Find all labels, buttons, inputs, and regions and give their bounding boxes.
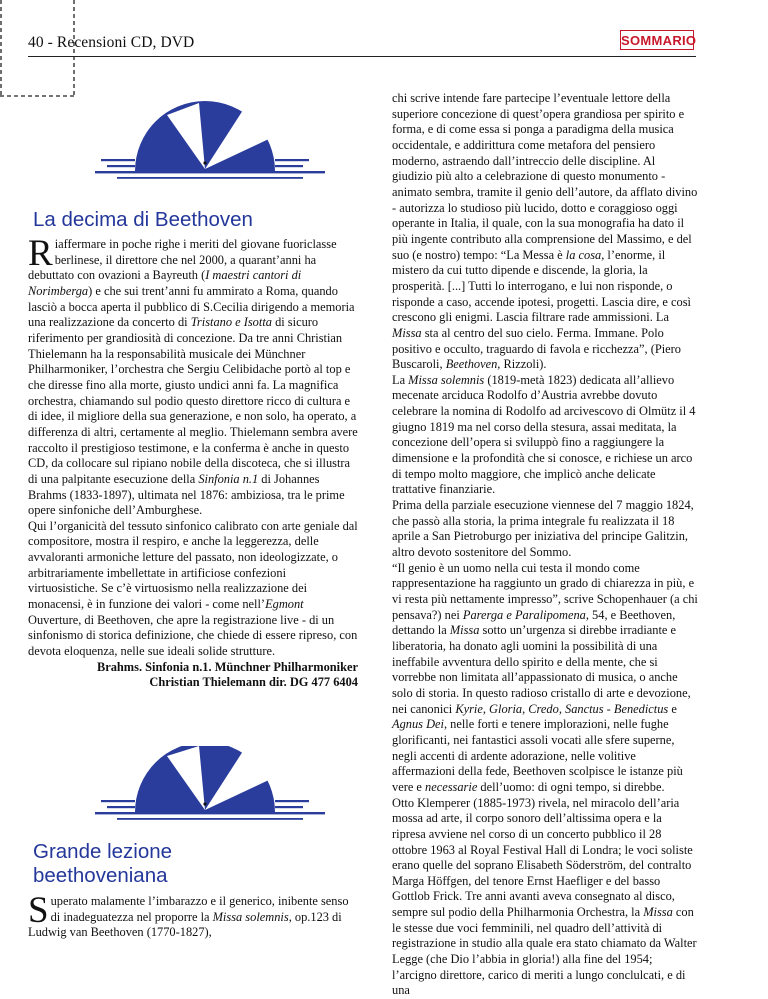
paragraph: Riaffermare in poche righe i meriti del giovane fuoriclasse berlinese, il direttore che nel 2000, a quarant’anni ha debuttato con ovazioni a Bayreuth (I maestri cantori di Norimberga) e che sui trent’anni fu ammirato a Roma, quando lasciò a bocca aperta il pubblico di S.Cecilia dirigendo a memoria una realizzazione da concerto di Tristano e Isotta di sicuro riferimento per grandiosità di concezione. Da tre anni Christian Thielemann ha la responsabilità musicale dei Münchner Philharmoniker, l’orchestra che Sergiu Celibidache portò al top e che diresse fino alla morte, giusto undici anni fa. La magnifica orchestra, chiamando sul podio questo direttore ricco di cultura e di idee, il migliore della sua generazione, e non solo, ha operato, a differenza di altri, certamente al meglio. Thielemann sembra avere raccolto il prestigioso testimone, e la conferma è anche in questo CD, da collocare sul ripiano nobile della discoteca, che si illustra di una palpitante esecuzione della Sinfonia n.1 di Johannes Brahms (1833-1897), ultimata nel 1876: ambiziosa, tra le prime opere sinfoniche dell’Amburghese.	[28, 233, 358, 518]
article-lezione-body	[28, 890, 358, 941]
drop-cap: R	[28, 233, 53, 274]
article-lezione-continued	[392, 91, 698, 999]
vinyl-record-logo-top	[95, 93, 325, 181]
paragraph: Superato malamente l’imbarazzo e il generico, inibente senso di inadeguatezza nel proporre la Missa solemnis, op.123 di Ludwig van Beethoven (1770-1827),	[28, 890, 349, 940]
paragraph: La Missa solemnis (1819-metà 1823) dedicata all’allievo mecenate arciduca Rodolfo d’Austria avrebbe dovuto celebrare la nomina di Rodolfo ad arcivescovo di Olmütz il 4 giugno 1819 ma nel corso della stesura, assai meditata, la concezione dell’opera si sviluppò fino a raggiungere la dimensione e la profondità che si conosce, e richiese un arco di tempo molto maggiore, che implicò anche delicate trattative finanziarie.	[392, 372, 696, 497]
article-title-decima: La decima di Beethoven	[33, 208, 253, 231]
drop-cap: S	[28, 890, 49, 931]
vinyl-record-half-sun-icon	[95, 746, 325, 834]
paragraph: Otto Klemperer (1885-1973) rivela, nel miracolo dell’aria mossa ad arte, il corpo sonoro dell’altissima opera e la ripresa avviene nel corso di un concerto pubblico il 28 ottobre 1963 al Royal Festival Hall di Londra; le voci soliste erano quelle del soprano Elisabeth Söderström, del contralto Marga Höffgen, del tenore Ernst Haefliger e del basso Gottlob Frick. Tre anni avanti aveva consegnato al disco, sempre sul podio della Philharmonia Orchestra, la Missa con le stesse due voci femminili, nel quadro dell’attività di registrazione in studio alla quale era stato chiamato da Walter Legge (che Dio l’abbia in gloria!) alla fine del 1954; l’arcigno direttore, carico di meriti a lungo conclulcati, e di una	[392, 795, 697, 998]
vinyl-record-half-sun-icon	[95, 93, 325, 181]
article-title-lezione: Grande lezione beethoveniana	[33, 840, 173, 887]
header-rule	[28, 56, 696, 57]
paragraph: Prima della parziale esecuzione viennese del 7 maggio 1824, che passò alla storia, la prima integrale fu realizzata il 18 aprile a San Pietroburgo per iniziativa del principe Galitzin, altro devoto sostenitore del Sommo.	[392, 498, 694, 560]
running-head: 40 - Recensioni CD, DVD	[28, 34, 195, 51]
paragraph: Qui l’organicità del tessuto sinfonico calibrato con arte geniale dal compositore, mostra il respiro, e anche la leggerezza, delle avvaloranti armoniche letture del passato, non ideologizzate, o arbitrariamente imbellettate in artificiose confezioni virtuosistiche. Se c’è virtuosismo nella realizzazione dei monacensi, è in funzione dei valori - come nell’Egmont Ouverture, di Beethoven, che apre la registrazione live - di un sinfonismo di storica definizione, che chiede di essere ripreso, con devota eloquenza, nelle sue ideali solide strutture.	[28, 518, 358, 659]
sommario-button[interactable]: SOMMARIO	[620, 30, 694, 50]
article-decima-body	[28, 233, 358, 691]
record-credit: Brahms. Sinfonia n.1. Münchner Philharmoniker Christian Thielemann dir. DG 477 6404	[96, 659, 358, 690]
paragraph: “Il genio è un uomo nella cui testa il mondo come rappresentazione ha raggiunto un grado di chiarezza in più, e vi resta più nettamente impresso”, scrive Schopenhauer (a chi pensava?) nei Parerga e Paralipomena, 54, e Beethoven, dettando la Missa sotto un’urgenza si direbbe irradiante e liberatoria, ha donato agli uomini la possibilità di una ineffabile avventura dello spirito e della mente, che si vorrebbe non limitata all’appassionato di musica, o anche solo di storia. In questo radioso cristallo di arte e devozione, nei canonici Kyrie, Gloria, Credo, Sanctus - Benedictus e Agnus Dei, nelle forti e tenere implorazioni, nelle fughe glorificanti, nei fantastici assoli vocati alle sfere superne, negli accenti di ardente adorazione, nelle volitive affermazioni della fede, Beethoven scolpisce le istanze più vere e necessarie dell’uomo: di ogni tempo, si direbbe.	[392, 560, 698, 794]
vinyl-record-logo-bottom	[95, 746, 325, 834]
paragraph: chi scrive intende fare partecipe l’eventuale lettore della superiore concezione di quest’opera grandiosa per spirito e forma, e di come essa si ponga a paradigma della musica occidentale, e addirittura come metafora del pensiero moderno, astraendo dall’intreccio delle discipline. Al giudizio più alto a celebrazione di questo monumento - animato sembra, tramite il genio dell’autore, da afflato divino - autorizza lo studioso più lucido, dotto e coraggioso oggi operante in Italia, il quale, con la sua monografia ha dato il più ingente contributo alla comprensione del Massimo, e del suo (e nostro) tempo: “La Messa è la cosa, l’enorme, il mistero da cui tutto dipende e discende, la gloria, la prosperità. [...] Tutti lo interrogano, e lui non risponde, o risponde a caso, accende ipotesi, progetti. Lascia dire, e così crescono gli enigmi. Lascia filtrare rade ammissioni. La Missa sta al centro del suo cielo. Ferma. Immane. Polo positivo e occulto, traguardo di favola e ricchezza”, (Piero Buscaroli, Beethoven, Rizzoli).	[392, 91, 698, 372]
